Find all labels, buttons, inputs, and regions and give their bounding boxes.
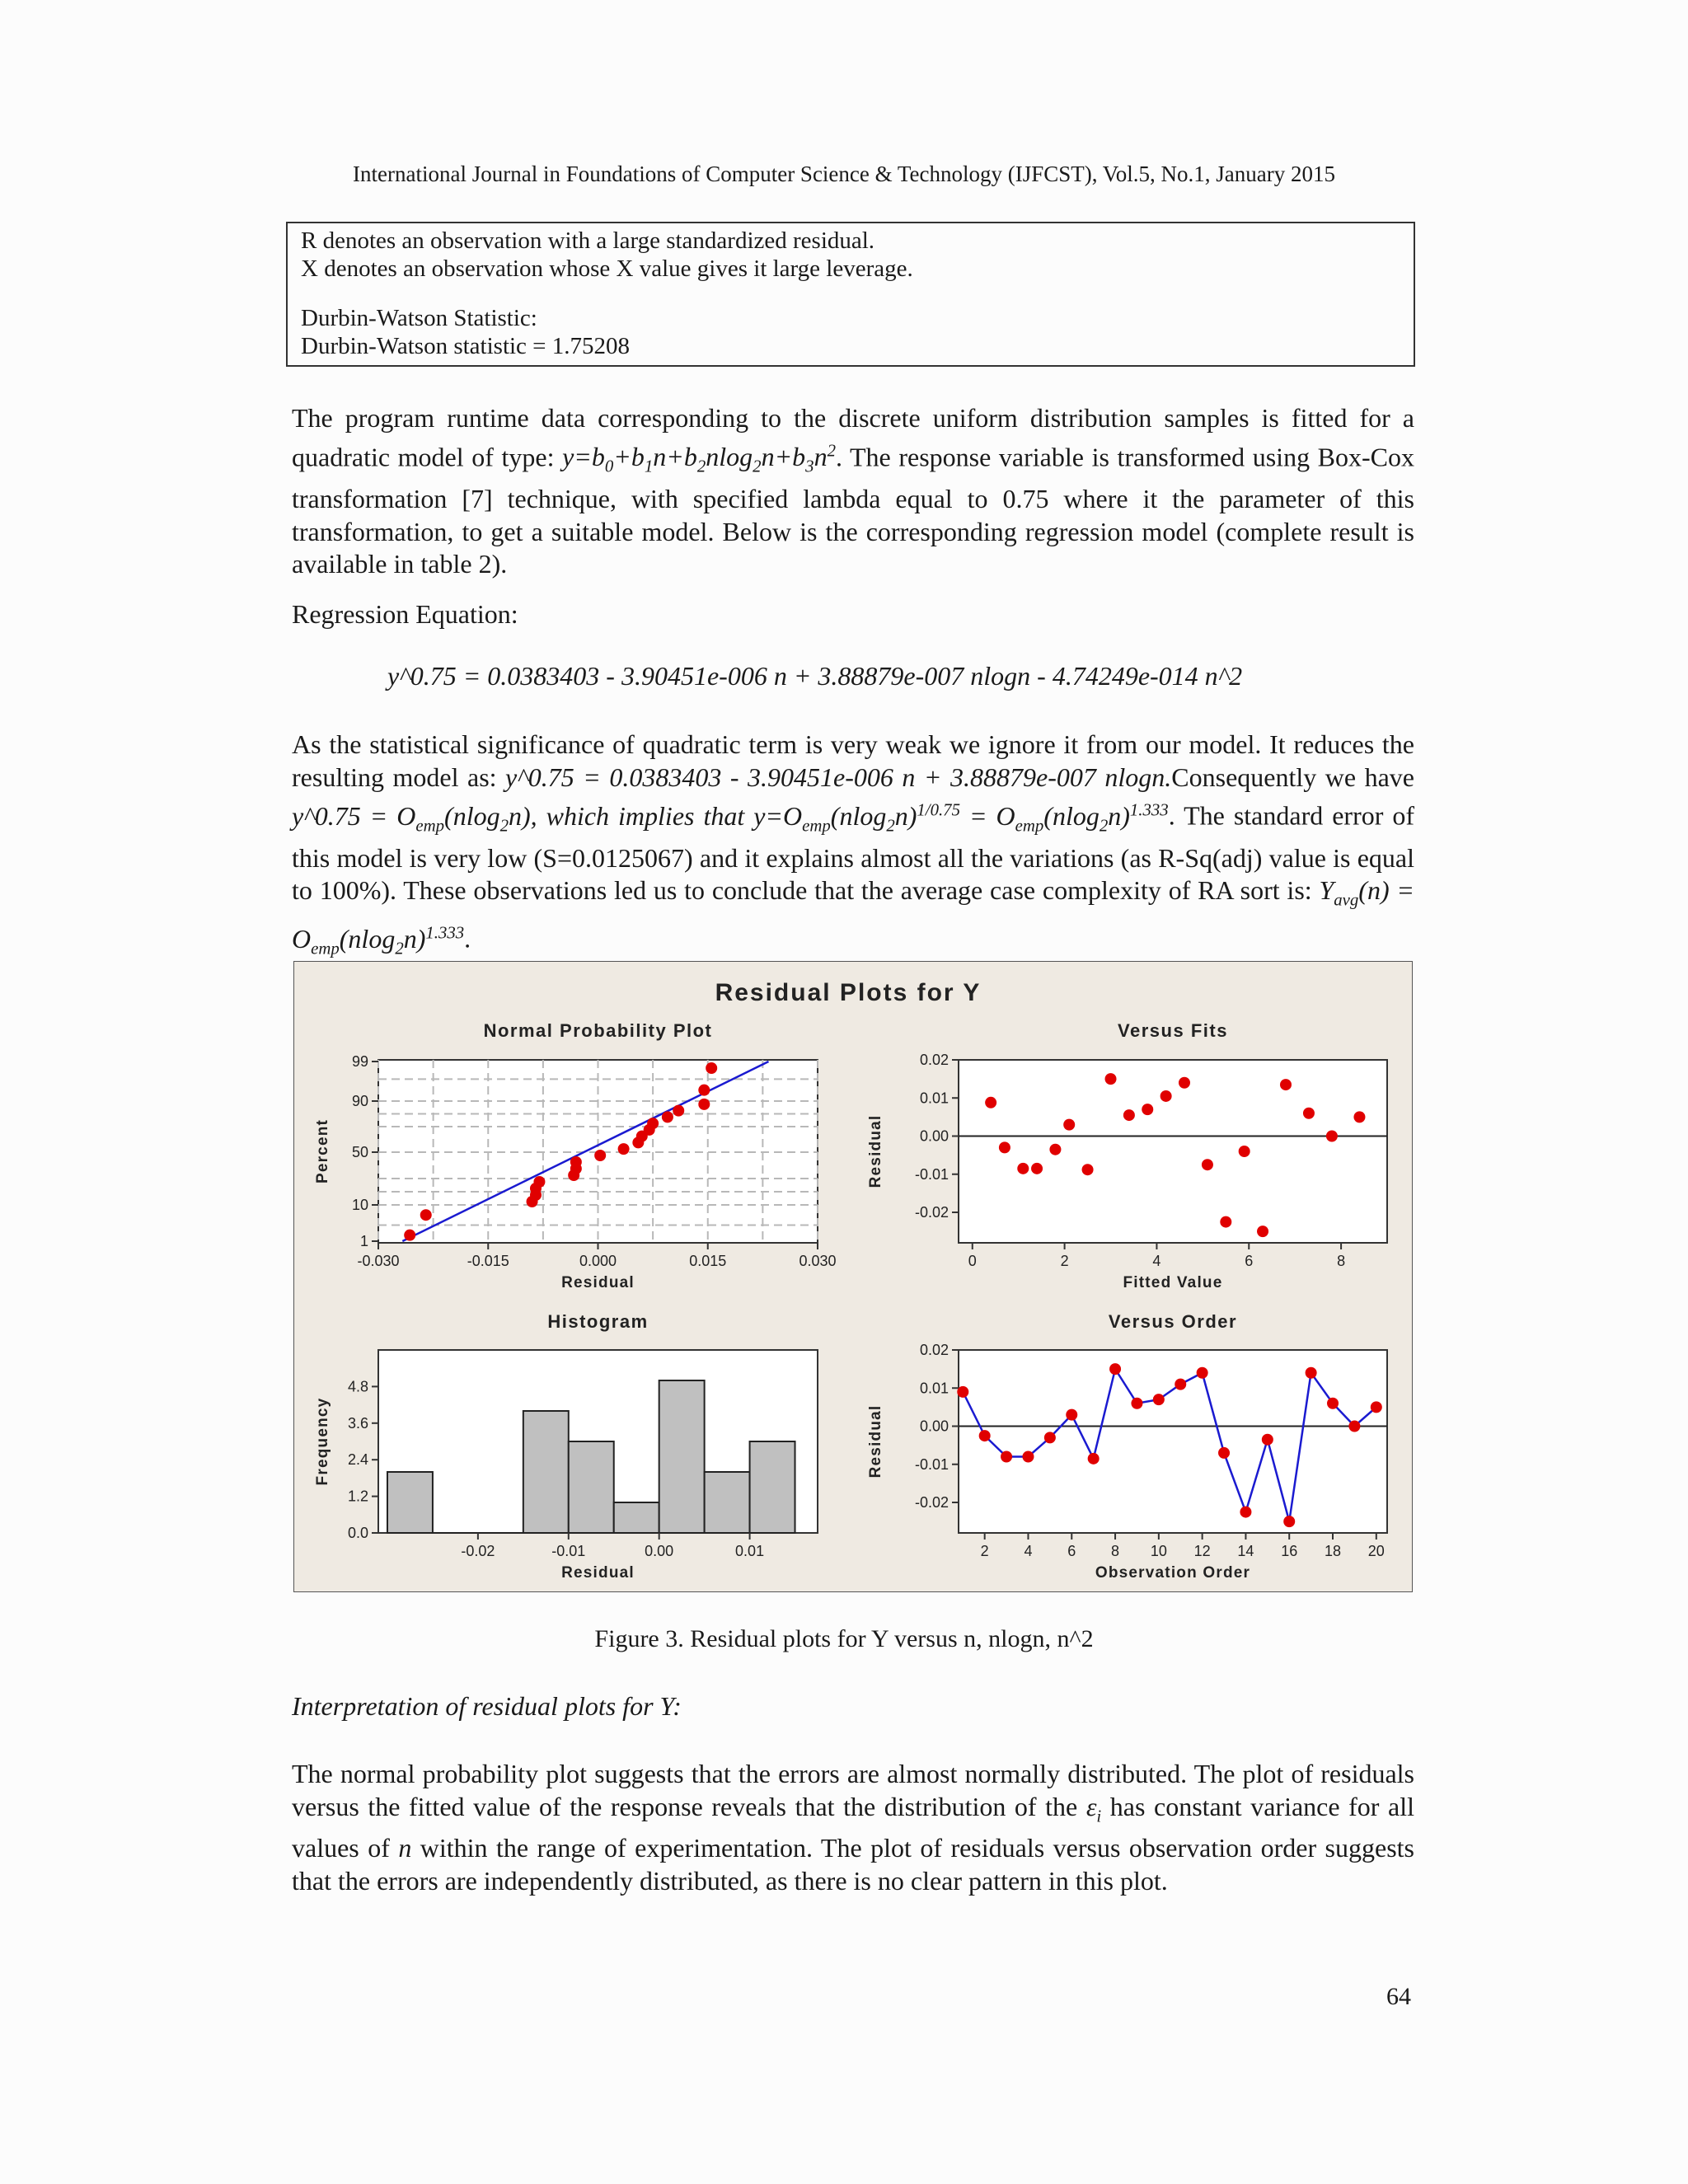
data-point [1063, 1119, 1075, 1131]
x-tick-label: 14 [1237, 1543, 1254, 1559]
x-tick-label: 0.01 [735, 1543, 765, 1559]
figure-caption: Figure 3. Residual plots for Y versus n, nlogn, n^2 [594, 1625, 1094, 1652]
x-tick-label: -0.015 [467, 1253, 509, 1269]
residual-plots-svg [293, 961, 1413, 1592]
data-point [698, 1085, 710, 1096]
x-tick-label: 18 [1324, 1543, 1342, 1559]
data-point [1179, 1077, 1190, 1089]
data-point [1017, 1163, 1029, 1174]
y-axis-label: Frequency [314, 1397, 331, 1486]
x-tick-label: 2 [1060, 1253, 1069, 1269]
data-point [1262, 1434, 1273, 1446]
data-point [985, 1097, 996, 1108]
x-axis-label: Residual [561, 1274, 635, 1291]
x-tick-label: -0.02 [461, 1543, 495, 1559]
data-point [1220, 1216, 1231, 1228]
x-tick-label: 0 [968, 1253, 977, 1269]
y-tick-label: -0.01 [914, 1455, 949, 1473]
data-point [1160, 1090, 1172, 1102]
data-point [594, 1150, 606, 1161]
x-tick-label: 20 [1367, 1543, 1385, 1559]
data-point [999, 1141, 1010, 1153]
data-point [1257, 1226, 1268, 1237]
data-point [673, 1105, 684, 1117]
panel-title: Versus Order [1108, 1311, 1238, 1332]
x-tick-label: 6 [1067, 1543, 1076, 1559]
x-tick-label: 4 [1024, 1543, 1033, 1559]
output-box [286, 222, 1415, 367]
y-tick-label: 4.8 [347, 1378, 368, 1395]
panel-title: Normal Probability Plot [483, 1020, 713, 1041]
x-tick-label: 6 [1245, 1253, 1254, 1269]
x-tick-label: 12 [1193, 1543, 1211, 1559]
x-tick-label: 16 [1281, 1543, 1298, 1559]
x-tick-label: 10 [1150, 1543, 1167, 1559]
x-tick-label: 0.030 [799, 1253, 837, 1269]
y-tick-label: 1 [359, 1233, 368, 1249]
y-tick-label: 50 [351, 1144, 368, 1160]
data-point [1202, 1159, 1213, 1170]
data-point [1175, 1379, 1186, 1390]
x-tick-label: 0.015 [689, 1253, 727, 1269]
histogram-bar [523, 1411, 569, 1533]
data-point [1066, 1409, 1077, 1421]
box-line: R denotes an observation with a large standardized residual. [301, 227, 875, 254]
data-point [1306, 1367, 1317, 1379]
data-point [1348, 1421, 1360, 1432]
data-point [1001, 1451, 1012, 1463]
x-tick-label: 8 [1337, 1253, 1346, 1269]
data-point [533, 1176, 545, 1188]
data-point [1197, 1367, 1208, 1379]
box-line: X denotes an observation whose X value gives it large leverage. [301, 255, 913, 282]
histogram-bar [750, 1441, 795, 1533]
data-point [1088, 1453, 1100, 1465]
y-tick-label: 0.0 [347, 1525, 368, 1541]
y-tick-label: -0.02 [914, 1494, 949, 1511]
y-tick-label: 99 [351, 1053, 368, 1070]
x-tick-label: 0.000 [579, 1253, 617, 1269]
data-point [698, 1099, 710, 1110]
paragraph-reduced-model: As the statistical significance of quadratic term is very weak we ignore it from our model. It reduces the resulting model as: y^0.75 = 0.0383403 - 3.90451e-006 n + 3.88879e-007 nlogn.Consequently we have y^0.75 = $O_{emp}(nlog_2n)$, which implies that $y=O_{emp}(nlog_2n)^{1/0.75} = O_{emp}(nlog_2n)^{1.333}$. The standard error of this model is very low (S=0.0125067) and it explains almost all the variations (as R-Sq(adj) value is equal to 100%). These observations led us to conclude that the average case complexity of RA sort is: $Y_{avg}(n) = O_{emp}(nlog_2n)^{1.333}$. [292, 729, 1415, 958]
subheading-interpretation: Interpretation of residual plots for Y: [292, 1691, 682, 1721]
y-tick-label: 0.02 [919, 1342, 949, 1358]
y-tick-label: 1.2 [347, 1488, 368, 1505]
data-point [1218, 1447, 1230, 1459]
data-point [979, 1430, 991, 1441]
data-point [1049, 1144, 1061, 1155]
data-point [1283, 1516, 1295, 1527]
data-point [1131, 1398, 1142, 1409]
data-point [1031, 1163, 1043, 1174]
data-point [1142, 1104, 1153, 1115]
histogram-bar [705, 1472, 750, 1533]
page-number: 64 [1386, 1983, 1411, 2010]
data-point [404, 1230, 415, 1241]
y-tick-label: 0.00 [919, 1418, 949, 1435]
data-point [1240, 1507, 1251, 1518]
data-point [957, 1386, 968, 1398]
data-point [420, 1209, 432, 1221]
data-point [1022, 1451, 1034, 1463]
histogram-bar [387, 1472, 433, 1533]
x-tick-label: 0.00 [645, 1543, 674, 1559]
data-point [706, 1062, 717, 1074]
histogram-bar [659, 1380, 705, 1533]
y-tick-label: -0.02 [914, 1204, 949, 1221]
box-line: Durbin-Watson Statistic: [301, 305, 537, 331]
y-tick-label: 2.4 [347, 1451, 368, 1469]
data-point [1153, 1394, 1165, 1405]
x-tick-label: -0.01 [551, 1543, 586, 1559]
plot-area-3 [959, 1350, 1387, 1533]
y-axis-label: Percent [314, 1118, 331, 1184]
data-point [1327, 1398, 1339, 1409]
data-point [1326, 1131, 1338, 1142]
x-axis-label: Fitted Value [1123, 1274, 1223, 1291]
box-line: Durbin-Watson statistic = 1.75208 [301, 333, 631, 359]
y-tick-label: 10 [351, 1197, 368, 1213]
data-point [1303, 1108, 1315, 1119]
y-tick-label: 0.00 [919, 1127, 949, 1145]
x-tick-label: 8 [1111, 1543, 1120, 1559]
residual-plots-figure [293, 961, 1413, 1596]
histogram-bar [614, 1502, 659, 1533]
data-point [1353, 1111, 1365, 1122]
running-header: International Journal in Foundations of Computer Science & Technology (IJFCST), Vol.5, No.1, January 2015 [353, 162, 1335, 186]
x-axis-label: Residual [561, 1564, 635, 1582]
data-point [618, 1143, 630, 1155]
y-tick-label: 3.6 [347, 1414, 368, 1432]
x-tick-label: -0.030 [357, 1253, 400, 1269]
paragraph-model: The program runtime data corresponding to the discrete uniform distribution samples is fitted for a quadratic model of type: $y=b_0+b_1n+b_2nlog_2n+b_3n^2$. The response variable is transformed using Box-Cox transformation [7] technique, with specified lambda equal to 0.75 where it the parameter of this transformation, to get a suitable model. Below is the corresponding regression model (complete result is available in table 2). [292, 403, 1415, 579]
figure-title: Residual Plots for Y [715, 979, 982, 1006]
y-tick-label: 90 [351, 1093, 368, 1109]
x-axis-label: Observation Order [1095, 1564, 1251, 1582]
data-point [647, 1118, 659, 1129]
data-point [1371, 1401, 1382, 1413]
data-point [1109, 1363, 1121, 1375]
data-point [1280, 1079, 1292, 1090]
data-point [1123, 1109, 1135, 1121]
x-tick-label: 4 [1152, 1253, 1161, 1269]
panel-title: Histogram [547, 1311, 649, 1332]
regression-equation: y^0.75 = 0.0383403 - 3.90451e-006 n + 3.88879e-007 nlogn - 4.74249e-014 n^2 [387, 661, 1243, 691]
y-tick-label: 0.02 [919, 1052, 949, 1068]
y-axis-label: Residual [867, 1404, 884, 1479]
y-tick-label: 0.01 [919, 1090, 949, 1107]
y-axis-label: Residual [867, 1114, 884, 1188]
data-point [1082, 1164, 1094, 1175]
paragraph-interpretation: The normal probability plot suggests that the errors are almost normally distributed. The plot of residuals versus the fitted value of the response reveals that the distribution of the $\varepsilon_i$ has constant variance for all values of n within the range of experimentation. The plot of residuals versus observation order suggests that the errors are independently distributed, as there is no clear pattern in this plot. [292, 1759, 1415, 1896]
data-point [570, 1156, 582, 1168]
y-tick-label: 0.01 [919, 1380, 949, 1397]
x-tick-label: 2 [980, 1543, 989, 1559]
y-tick-label: -0.01 [914, 1165, 949, 1183]
panel-title: Versus Fits [1118, 1020, 1228, 1041]
data-point [1044, 1432, 1056, 1443]
histogram-bar [569, 1441, 614, 1533]
data-point [1105, 1073, 1117, 1085]
data-point [662, 1111, 673, 1122]
data-point [1239, 1146, 1250, 1157]
plot-area-1 [959, 1060, 1387, 1243]
regression-label: Regression Equation: [292, 599, 518, 629]
